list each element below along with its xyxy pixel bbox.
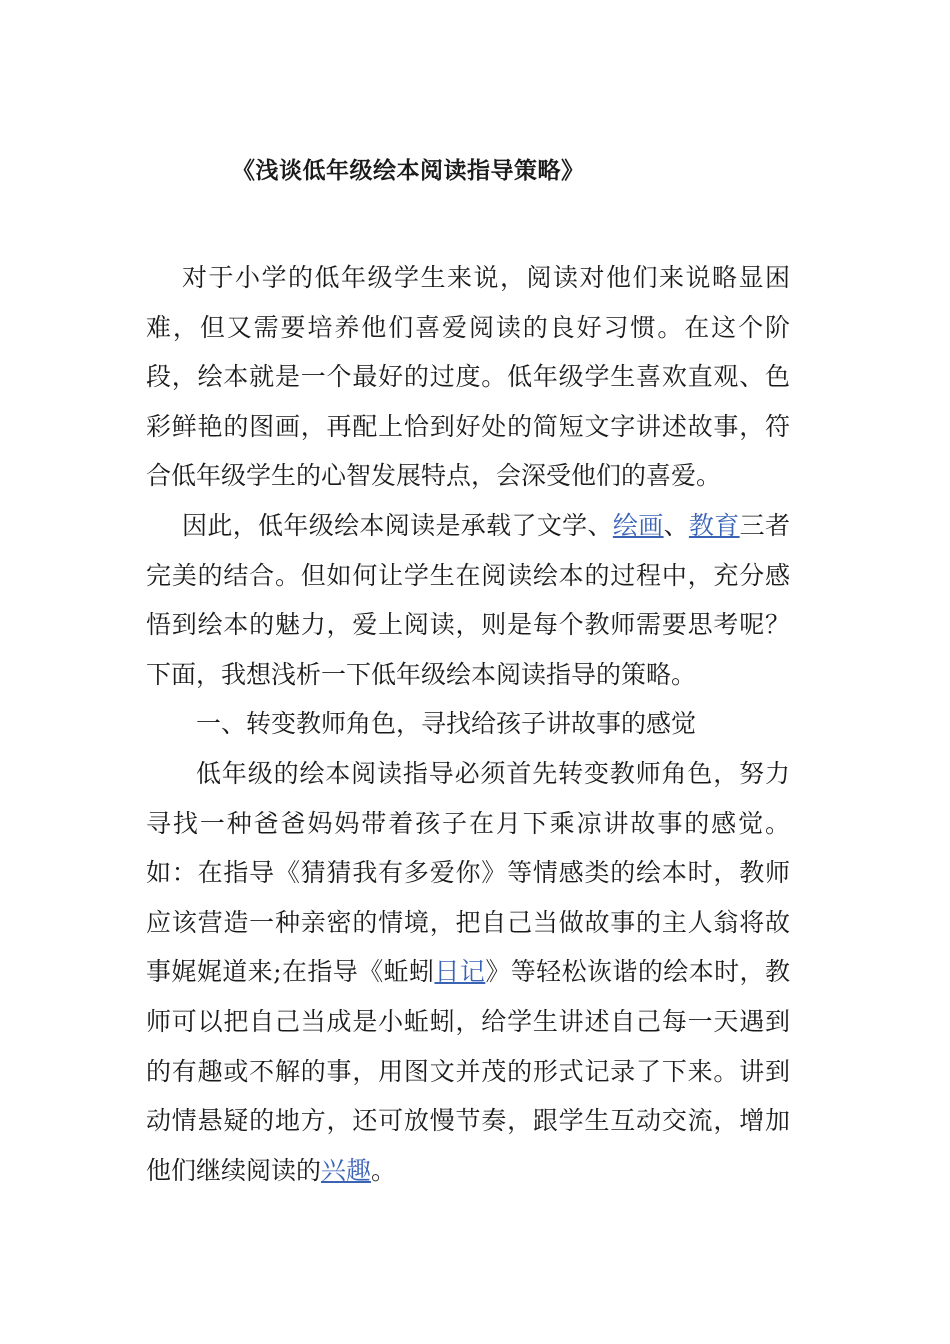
paragraph-combination: [146, 501, 790, 699]
link-interest[interactable]: 兴趣: [321, 1155, 372, 1185]
paragraph-text: 》等轻松诙谐的绘本时，教师可以把自己当成是小蚯蚓，给学生讲述自己每一天遇到的有趣或不解的事，用图文并茂的形式记录了下来。讲到动情悬疑的地方，还可放慢节奏，跟学生互动交流，增加他们继续阅读的: [146, 957, 790, 1185]
paragraph-intro: 对于小学的低年级学生来说，阅读对他们来说略显困难，但又需要培养他们喜爱阅读的良好习惯。在这个阶段，绘本就是一个最好的过度。低年级学生喜欢直观、色彩鲜艳的图画，再配上恰到好处的简短文字讲述故事，符合低年级学生的心智发展特点，会深受他们的喜爱。: [146, 263, 790, 491]
document-title: 《浅谈低年级绘本阅读指导策略》: [232, 157, 585, 184]
section-heading: 一、转变教师角色，寻找给孩子讲故事的感觉: [196, 709, 697, 739]
paragraph-text: 。: [371, 1155, 397, 1185]
paragraph-text: 三者完美的结合。但如何让学生在阅读绘本的过程中，充分感悟到绘本的魅力，爱上阅读，则是每个教师需要思考呢？下面，我想浅析一下低年级绘本阅读指导的策略。: [146, 510, 790, 689]
link-diary[interactable]: 日记: [434, 957, 486, 987]
link-education[interactable]: 教育: [688, 510, 740, 540]
link-painting[interactable]: 绘画: [612, 510, 664, 540]
document-body: [146, 253, 790, 1195]
paragraph-text: 、: [663, 510, 689, 540]
paragraph-text: 低年级的绘本阅读指导必须首先转变教师角色，努力寻找一种爸爸妈妈带着孩子在月下乘凉讲故事的感觉。如：在指导《猜猜我有多爱你》等情感类的绘本时，教师应该营造一种亲密的情境，把自己当做故事的主人翁将故事娓娓道来;在指导《蚯蚓: [146, 758, 790, 987]
paragraph-text: 因此，低年级绘本阅读是承载了文学、: [182, 510, 613, 540]
paragraph-teacher-role: [146, 749, 790, 1195]
